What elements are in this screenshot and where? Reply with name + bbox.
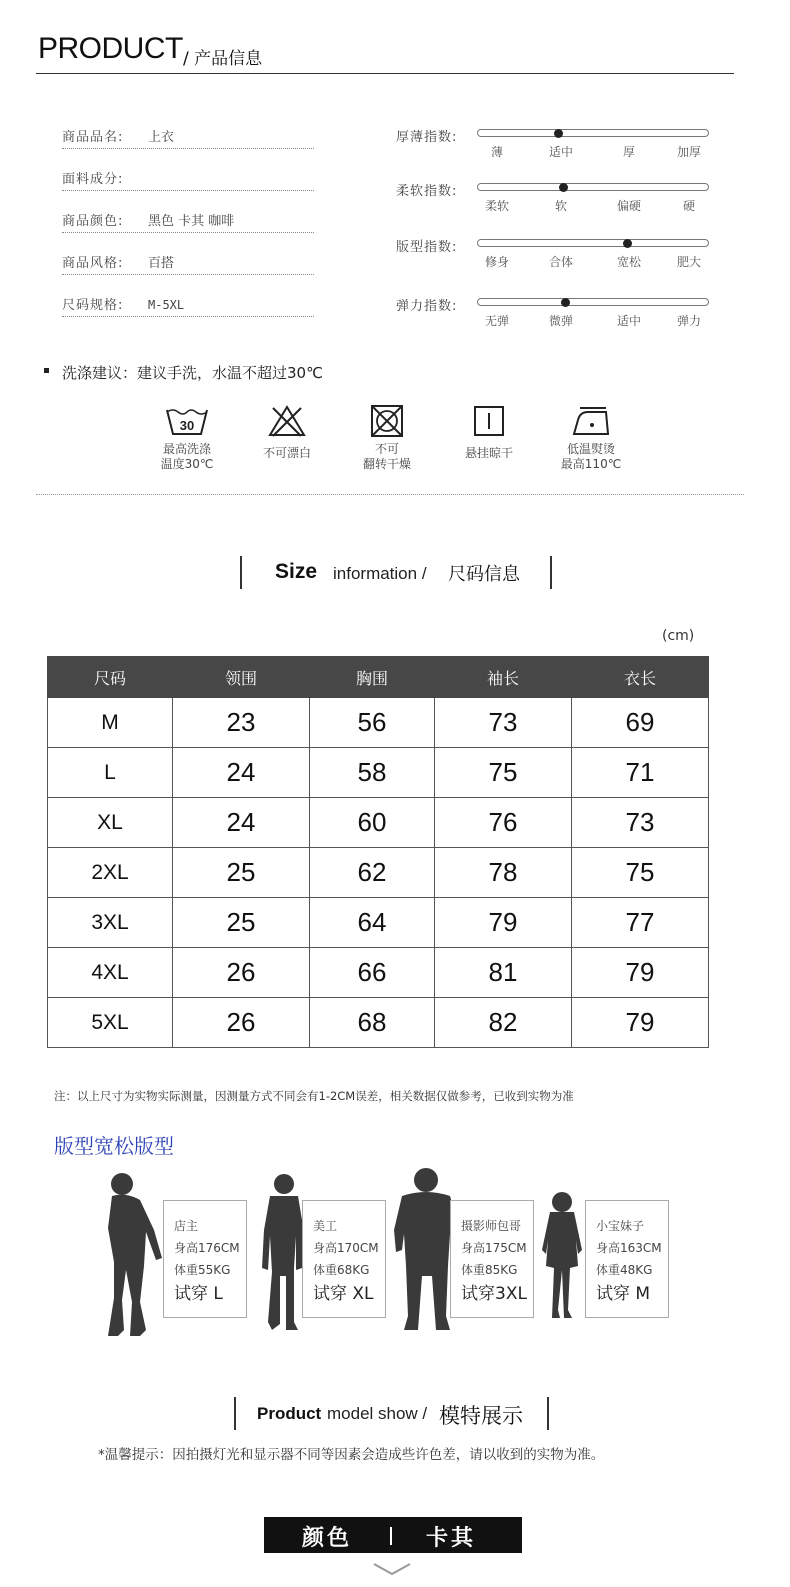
index-tick: 偏硬 bbox=[616, 199, 642, 213]
table-cell: 69 bbox=[572, 698, 709, 748]
measurement-note: 注：以上尺寸为实物实际测量，因测量方式不同会有1-2CM误差，相关数据仅做参考，已收到实物为准 bbox=[54, 1089, 574, 1103]
model-card bbox=[302, 1200, 386, 1318]
model-try-size: 试穿 L bbox=[174, 1284, 223, 1304]
index-label-fit: 版型指数: bbox=[396, 240, 458, 255]
attr-value: M-5XL bbox=[148, 298, 185, 312]
care-label: 翻转干燥 bbox=[362, 457, 411, 471]
color-separator bbox=[390, 1527, 392, 1545]
no-tumble-dry-icon bbox=[370, 404, 404, 438]
attr-value: 百搭 bbox=[148, 256, 175, 271]
index-tick: 适中 bbox=[616, 314, 642, 328]
table-row bbox=[48, 948, 709, 998]
column-header: 胸围 bbox=[310, 657, 435, 698]
table-cell: 4XL bbox=[48, 948, 173, 998]
care-label: 不可 bbox=[374, 442, 399, 456]
unit-label: (cm) bbox=[662, 628, 695, 642]
table-cell: 5XL bbox=[48, 998, 173, 1048]
table-cell: 73 bbox=[435, 698, 572, 748]
model-weight: 体重85KG bbox=[461, 1263, 518, 1277]
model-name: 美工 bbox=[313, 1219, 338, 1233]
hang-dry-icon bbox=[472, 404, 506, 438]
table-cell: M bbox=[48, 698, 173, 748]
table-row bbox=[48, 748, 709, 798]
table-cell: 76 bbox=[435, 798, 572, 848]
table-cell: 3XL bbox=[48, 898, 173, 948]
table-cell: 56 bbox=[310, 698, 435, 748]
index-track-fit bbox=[477, 239, 709, 247]
index-tick: 弹力 bbox=[676, 314, 702, 328]
model-card bbox=[585, 1200, 669, 1318]
index-label-stretch: 弹力指数: bbox=[396, 299, 458, 314]
index-track-thickness bbox=[477, 129, 709, 137]
index-knob bbox=[623, 239, 632, 248]
table-cell: 24 bbox=[173, 748, 310, 798]
attr-key: 面料成分: bbox=[62, 172, 124, 187]
care-item-wash bbox=[147, 406, 227, 472]
table-cell: 26 bbox=[173, 948, 310, 998]
table-cell: 79 bbox=[572, 948, 709, 998]
low-iron-icon bbox=[570, 404, 612, 438]
size-title-en: Size bbox=[275, 560, 318, 583]
attr-key: 商品颜色: bbox=[62, 214, 124, 229]
wash-advice: 洗涤建议：建议手洗，水温不超过30℃ bbox=[62, 364, 323, 382]
model-height: 身高163CM bbox=[596, 1241, 662, 1255]
index-tick: 薄 bbox=[490, 145, 504, 159]
heading-bar-right bbox=[547, 1397, 549, 1430]
table-cell: 79 bbox=[435, 898, 572, 948]
table-row bbox=[48, 898, 709, 948]
model-silhouette-owner bbox=[100, 1170, 170, 1342]
page-subtitle: / 产品信息 bbox=[183, 49, 263, 69]
table-header-row bbox=[48, 657, 709, 698]
column-header: 衣长 bbox=[572, 657, 709, 698]
model-try-size: 试穿3XL bbox=[461, 1284, 527, 1304]
heading-bar-left bbox=[240, 556, 242, 589]
model-weight: 体重48KG bbox=[596, 1263, 653, 1277]
attr-value: 黑色 卡其 咖啡 bbox=[148, 214, 235, 229]
care-label: 不可漂白 bbox=[262, 446, 311, 460]
table-cell: 2XL bbox=[48, 848, 173, 898]
table-cell: 71 bbox=[572, 748, 709, 798]
index-tick: 修身 bbox=[484, 255, 510, 269]
model-title-cn: 模特展示 bbox=[439, 1404, 523, 1428]
index-tick: 柔软 bbox=[484, 199, 510, 213]
index-label-thickness: 厚薄指数: bbox=[396, 130, 458, 145]
table-row bbox=[48, 798, 709, 848]
table-cell: L bbox=[48, 748, 173, 798]
color-value: 卡其 bbox=[426, 1526, 477, 1551]
model-silhouette-designer bbox=[258, 1172, 308, 1334]
index-tick: 软 bbox=[554, 199, 568, 213]
care-item-bleach bbox=[247, 404, 327, 461]
page-title: PRODUCT bbox=[38, 32, 183, 65]
model-height: 身高170CM bbox=[313, 1241, 379, 1255]
care-label: 温度30℃ bbox=[160, 457, 214, 471]
model-try-size: 试穿 M bbox=[596, 1284, 651, 1304]
care-item-hang bbox=[449, 404, 529, 461]
size-table bbox=[47, 656, 709, 1048]
table-cell: 23 bbox=[173, 698, 310, 748]
attr-value: 上衣 bbox=[148, 130, 175, 145]
model-silhouette-girl bbox=[538, 1190, 588, 1324]
wash-30-icon bbox=[165, 406, 209, 438]
care-item-iron bbox=[551, 404, 631, 472]
attr-row-fabric bbox=[62, 168, 314, 191]
table-cell: 66 bbox=[310, 948, 435, 998]
table-row bbox=[48, 848, 709, 898]
table-cell: 62 bbox=[310, 848, 435, 898]
table-row bbox=[48, 998, 709, 1048]
attr-row-style bbox=[62, 252, 314, 275]
index-knob bbox=[561, 298, 570, 307]
table-cell: 79 bbox=[572, 998, 709, 1048]
no-bleach-icon bbox=[267, 404, 307, 438]
column-header: 尺码 bbox=[48, 657, 173, 698]
model-weight: 体重68KG bbox=[313, 1263, 370, 1277]
model-title-en-bold: Product bbox=[257, 1404, 322, 1423]
attr-key: 商品风格: bbox=[62, 256, 124, 271]
table-cell: 73 bbox=[572, 798, 709, 848]
index-knob bbox=[559, 183, 568, 192]
attr-row-size bbox=[62, 294, 314, 317]
index-track-stretch bbox=[477, 298, 709, 306]
table-cell: XL bbox=[48, 798, 173, 848]
table-cell: 24 bbox=[173, 798, 310, 848]
header-divider bbox=[36, 73, 734, 74]
model-name: 小宝妹子 bbox=[596, 1219, 645, 1233]
table-cell: 58 bbox=[310, 748, 435, 798]
index-track-softness bbox=[477, 183, 709, 191]
table-cell: 25 bbox=[173, 848, 310, 898]
fit-title: 版型宽松版型 bbox=[54, 1134, 174, 1158]
table-cell: 26 bbox=[173, 998, 310, 1048]
color-bar bbox=[264, 1517, 522, 1553]
index-tick: 肥大 bbox=[676, 255, 702, 269]
care-item-tumble bbox=[347, 404, 427, 472]
model-height: 身高176CM bbox=[174, 1241, 240, 1255]
model-title-en: model show / bbox=[327, 1404, 428, 1423]
model-try-size: 试穿 XL bbox=[313, 1284, 374, 1304]
table-cell: 82 bbox=[435, 998, 572, 1048]
attr-key: 尺码规格: bbox=[62, 298, 124, 313]
chevron-down-icon bbox=[372, 1560, 412, 1580]
index-tick: 适中 bbox=[548, 145, 574, 159]
section-divider bbox=[36, 494, 744, 495]
table-cell: 81 bbox=[435, 948, 572, 998]
index-tick: 硬 bbox=[682, 199, 696, 213]
wash-temp-badge: 30 bbox=[179, 418, 195, 433]
model-card bbox=[163, 1200, 247, 1318]
attr-row-color bbox=[62, 210, 314, 233]
table-cell: 25 bbox=[173, 898, 310, 948]
model-name: 摄影师包哥 bbox=[461, 1219, 522, 1233]
heading-bar-right bbox=[550, 556, 552, 589]
index-tick: 厚 bbox=[622, 145, 636, 159]
table-cell: 64 bbox=[310, 898, 435, 948]
care-label: 低温熨烫 bbox=[566, 442, 615, 456]
table-cell: 75 bbox=[572, 848, 709, 898]
attr-row-name bbox=[62, 126, 314, 149]
index-tick: 无弹 bbox=[484, 314, 510, 328]
index-tick: 合体 bbox=[548, 255, 574, 269]
index-tick: 微弹 bbox=[548, 314, 574, 328]
index-tick: 加厚 bbox=[676, 145, 702, 159]
heading-bar-left bbox=[234, 1397, 236, 1430]
table-cell: 78 bbox=[435, 848, 572, 898]
care-label: 最高110℃ bbox=[560, 457, 622, 471]
table-cell: 68 bbox=[310, 998, 435, 1048]
index-knob bbox=[554, 129, 563, 138]
model-card bbox=[450, 1200, 534, 1318]
size-title-info: information / bbox=[333, 564, 427, 583]
model-name: 店主 bbox=[174, 1219, 199, 1233]
model-weight: 体重55KG bbox=[174, 1263, 231, 1277]
table-cell: 77 bbox=[572, 898, 709, 948]
table-row bbox=[48, 698, 709, 748]
column-header: 领围 bbox=[173, 657, 310, 698]
table-cell: 75 bbox=[435, 748, 572, 798]
model-height: 身高175CM bbox=[461, 1241, 527, 1255]
index-label-softness: 柔软指数: bbox=[396, 184, 458, 199]
care-label: 最高洗涤 bbox=[162, 442, 211, 456]
care-label: 悬挂晾干 bbox=[464, 446, 513, 460]
bullet bbox=[44, 368, 49, 373]
size-title-cn: 尺码信息 bbox=[448, 564, 520, 585]
color-label: 颜色 bbox=[302, 1526, 353, 1551]
attr-key: 商品品名: bbox=[62, 130, 124, 145]
table-cell: 60 bbox=[310, 798, 435, 848]
index-tick: 宽松 bbox=[616, 255, 642, 269]
column-header: 袖长 bbox=[435, 657, 572, 698]
color-tip: *温馨提示：因拍摄灯光和显示器不同等因素会造成些许色差，请以收到的实物为准。 bbox=[98, 1447, 605, 1463]
